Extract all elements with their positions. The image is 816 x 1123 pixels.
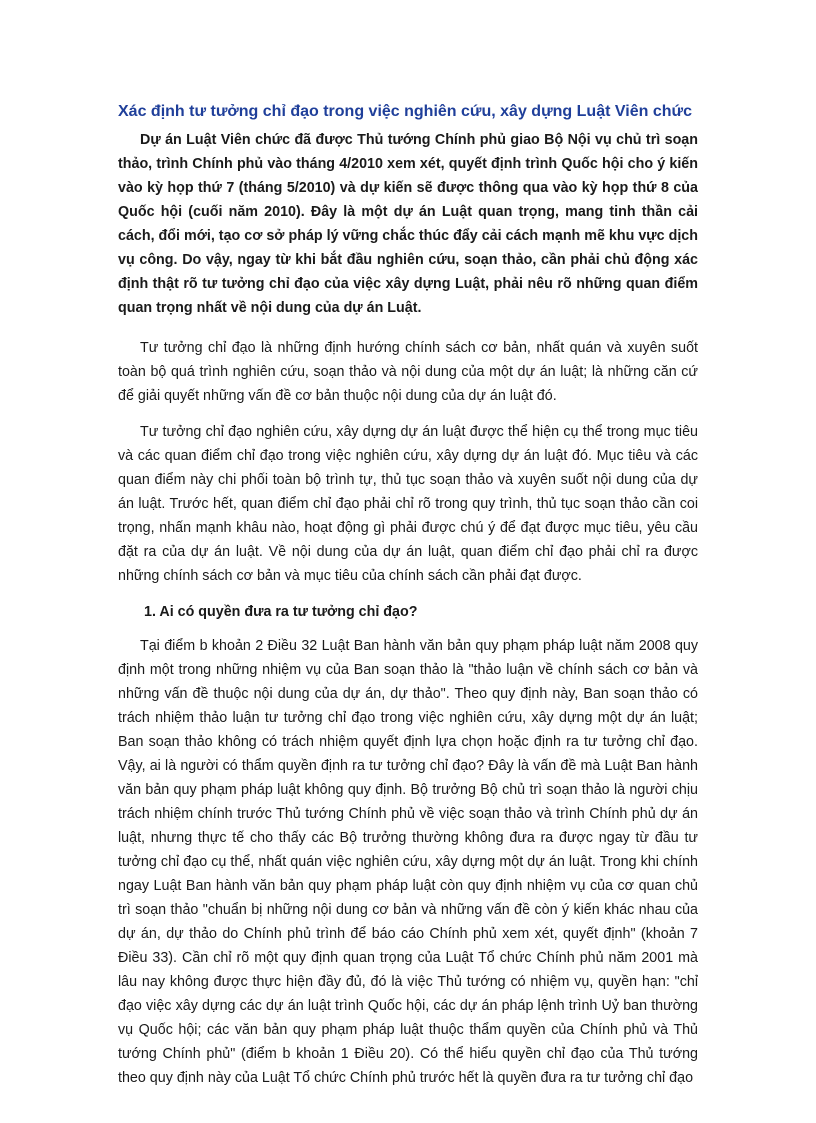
body-paragraph-1: Tư tưởng chỉ đạo là những định hướng chính sách cơ bản, nhất quán và xuyên suốt toàn bộ quá trình nghiên cứu, soạn thảo và nội dung của một dự án luật; là những căn cứ để giải quyết những vấn đề cơ bản thuộc nội dung của dự án luật đó. xyxy=(118,340,698,404)
body-paragraph-3: Tại điểm b khoản 2 Điều 32 Luật Ban hành văn bản quy phạm pháp luật năm 2008 quy định một trong những nhiệm vụ của Ban soạn thảo là "thảo luận về chính sách cơ bản và những vấn đề thuộc nội dung của dự án, dự thảo". Theo quy định này, Ban soạn thảo có trách nhiệm thảo luận tư tưởng chỉ đạo trong việc nghiên cứu, xây dựng một dự án luật; Ban soạn thảo không có trách nhiệm quyết định lựa chọn hoặc định ra tư tưởng chỉ đạo. Vậy, ai là người có thẩm quyền định ra tư tưởng chỉ đạo? Đây là vấn đề mà Luật Ban hành văn bản quy phạm pháp luật không quy định. Bộ trưởng Bộ chủ trì soạn thảo là người chịu trách nhiệm chính trước Thủ tướng Chính phủ về việc soạn thảo và trình Chính phủ dự án luật, nhưng thực tế cho thấy các Bộ trưởng thường không đưa ra được ngay từ đầu tư tưởng chỉ đạo cụ thể, nhất quán việc nghiên cứu, xây dựng một dự án luật. Trong khi chính ngay Luật Ban hành văn bản quy phạm pháp luật còn quy định nhiệm vụ của cơ quan chủ trì soạn thảo "chuẩn bị những nội dung cơ bản và những vấn đề còn ý kiến khác nhau của dự án, dự thảo do Chính phủ trình để báo cáo Chính phủ xem xét, quyết định" (khoản 7 Điều 33). Cần chỉ rõ một quy định quan trọng của Luật Tổ chức Chính phủ năm 2001 mà lâu nay không được thực hiện đầy đủ, đó là việc Thủ tướng có nhiệm vụ, quyền hạn: "chỉ đạo việc xây dựng các dự án luật trình Quốc hội, các dự án pháp lệnh trình Uỷ ban thường vụ Quốc hội; các văn bản quy phạm pháp luật thuộc thẩm quyền của Chính phủ và Thủ tướng Chính phủ" (điểm b khoản 1 Điều 20). Có thể hiểu quyền chỉ đạo của Thủ tướng theo quy định này của Luật Tổ chức Chính phủ trước hết là quyền đưa ra tư tưởng chỉ đạo xyxy=(118,638,698,1086)
document-page xyxy=(118,100,698,1090)
document-title: Xác định tư tưởng chỉ đạo trong việc nghiên cứu, xây dựng Luật Viên chức xyxy=(118,103,692,120)
body-paragraph-2: Tư tưởng chỉ đạo nghiên cứu, xây dựng dự án luật được thể hiện cụ thể trong mục tiêu và các quan điểm chỉ đạo trong việc nghiên cứu, xây dựng dự án luật đó. Mục tiêu và các quan điểm này chi phối toàn bộ trình tự, thủ tục soạn thảo và xuyên suốt nội dung của dự án luật. Trước hết, quan điểm chỉ đạo phải chỉ rõ trong quy trình, thủ tục soạn thảo cần coi trọng, nhấn mạnh khâu nào, hoạt động gì phải được chú ý để đạt được mục tiêu, yêu cầu đặt ra của dự án luật. Về nội dung của dự án luật, quan điểm chỉ đạo phải chỉ ra được những chính sách cơ bản và mục tiêu của chính sách cần phải đạt được. xyxy=(118,424,698,584)
lead-paragraph: Dự án Luật Viên chức đã được Thủ tướng Chính phủ giao Bộ Nội vụ chủ trì soạn thảo, trình Chính phủ vào tháng 4/2010 xem xét, quyết định trình Quốc hội cho ý kiến vào kỳ họp thứ 7 (tháng 5/2010) và dự kiến sẽ được thông qua vào kỳ họp thứ 8 của Quốc hội (cuối năm 2010). Đây là một dự án Luật quan trọng, mang tinh thần cải cách, đổi mới, tạo cơ sở pháp lý vững chắc thúc đẩy cải cách mạnh mẽ khu vực dịch vụ công. Do vậy, ngay từ khi bắt đầu nghiên cứu, soạn thảo, cần phải chủ động xác định thật rõ tư tưởng chỉ đạo của việc xây dựng Luật, phải nêu rõ những quan điểm quan trọng nhất về nội dung của dự án Luật. xyxy=(118,132,698,316)
section-heading: 1. Ai có quyền đưa ra tư tưởng chỉ đạo? xyxy=(144,604,418,620)
